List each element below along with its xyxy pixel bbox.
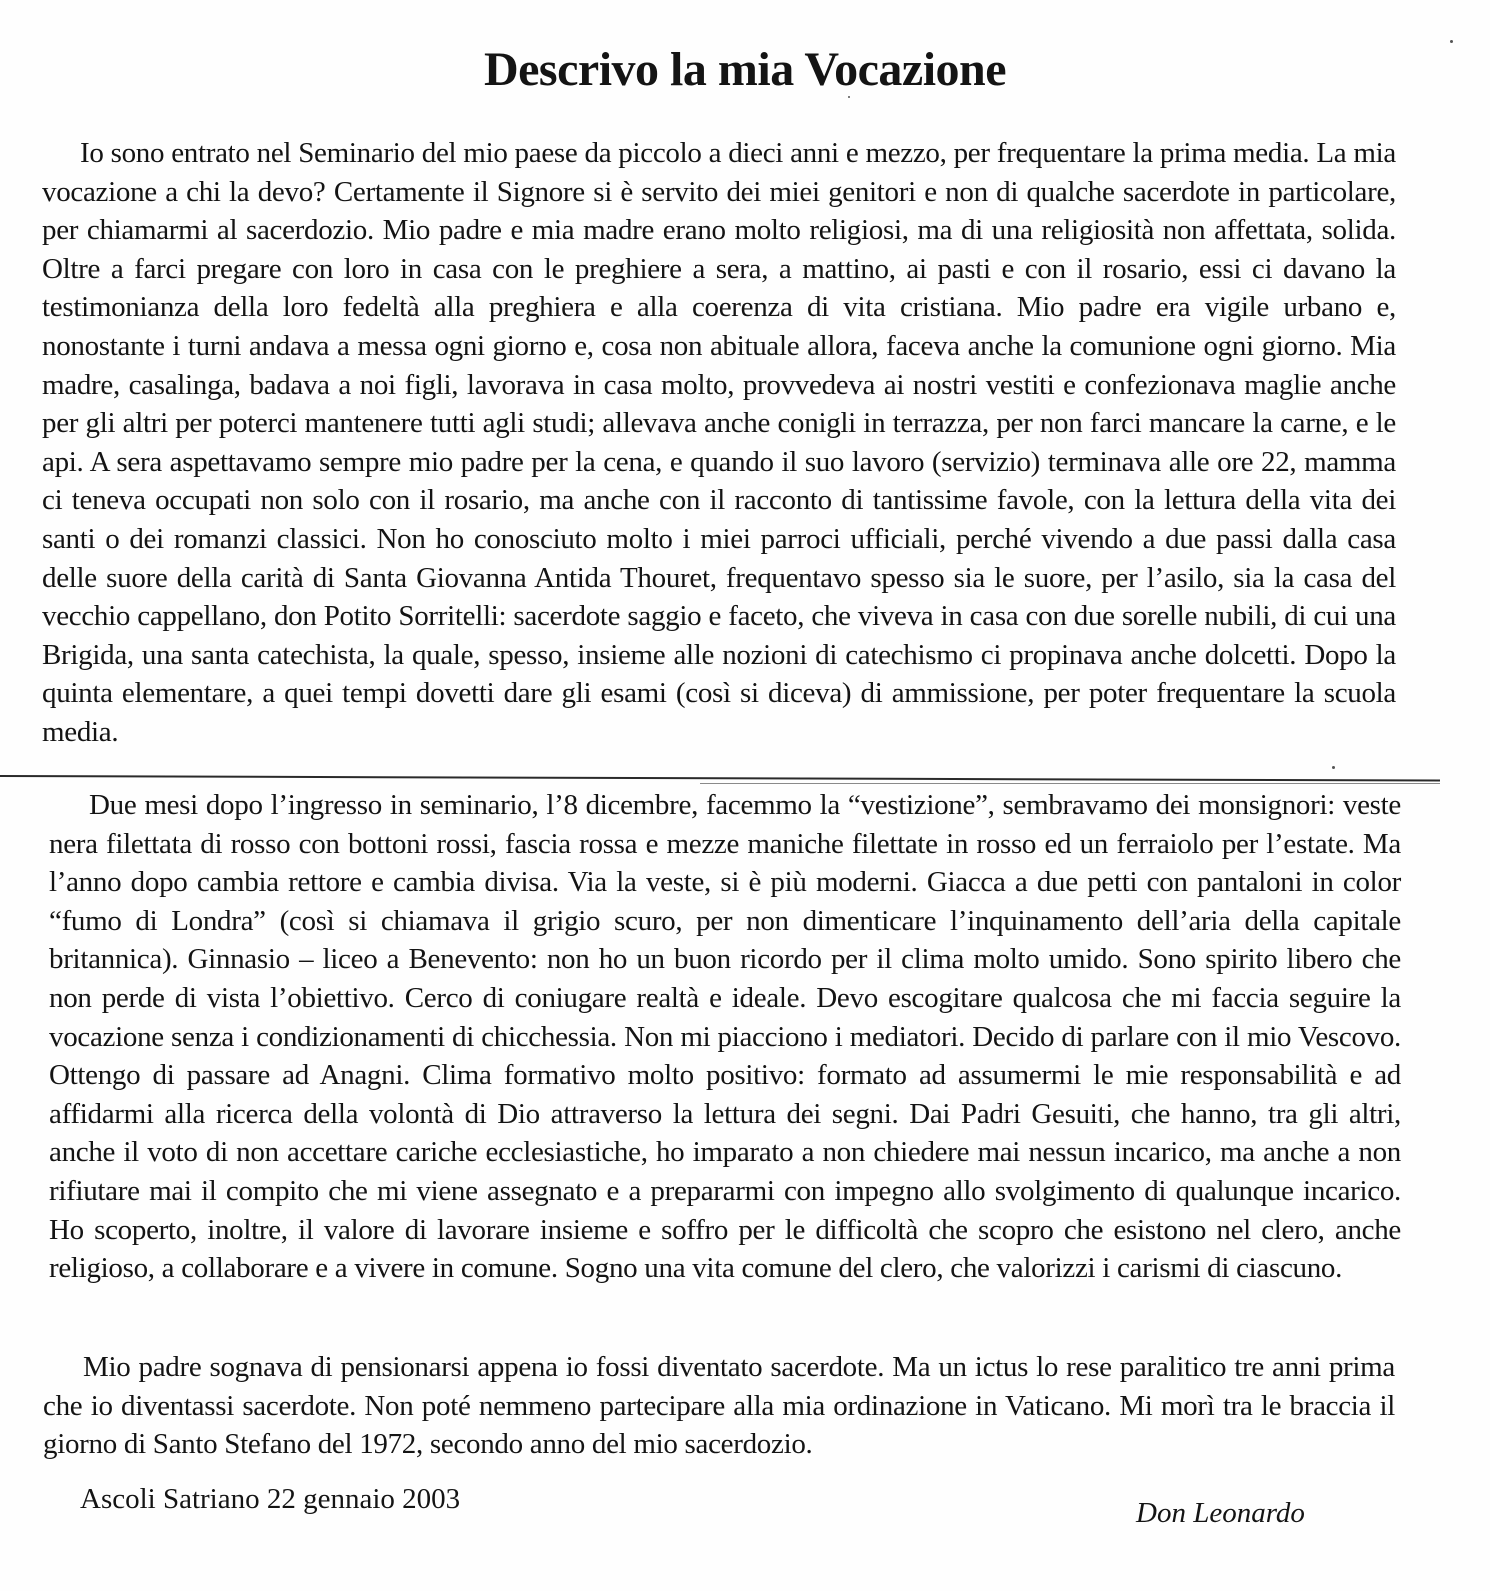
scan-speck — [1450, 40, 1453, 43]
document-title: Descrivo la mia Vocazione — [483, 43, 1007, 96]
paragraph-vocation-childhood: Io sono entrato nel Seminario del mio paese da piccolo a dieci anni e mezzo, per frequentare la prima media. La mia vocazione a chi la devo? Certamente il Signore si è servito dei miei genitori e non di qualche sacerdote in particolare, per chiamarmi al sacerdozio. Mio padre e mia madre erano molto religiosi, ma di una religiosità non affettata, solida. Oltre a farci pregare con loro in casa con le preghiere a sera, a mattino, ai pasti e con il rosario, essi ci davano la testimonianza della loro fedeltà alla preghiera e alla coerenza di vita cristiana. Mio padre era vigile urbano e, nonostante i turni andava a messa ogni giorno e, cosa non abituale allora, faceva anche la comunione ogni giorno. Mia madre, casalinga, badava a noi figli, lavorava in casa molto, provvedeva ai nostri vestiti e confezionava maglie anche per gli altri per poterci mantenere tutti agli studi; allevava anche conigli in terrazza, per non farci mancare la carne, e le api. A sera aspettavamo sempre mio padre per la cena, e quando il suo lavoro (servizio) terminava alle ore 22, mamma ci teneva occupati non solo con il rosario, ma anche con il racconto di tantissime favole, con la lettura della vita dei santi o dei romanzi classici. Non ho conosciuto molto i miei parroci ufficiali, perché vivendo a due passi dalla casa delle suore della carità di Santa Giovanna Antida Thouret, frequentavo spesso sia le suore, per l’asilo, sia la casa del vecchio cappellano, don Potito Sorritelli: sacerdote saggio e faceto, che viveva in casa con due sorelle nubili, di cui una Brigida, una santa catechista, la quale, spesso, insieme alle nozioni di catechismo ci propinava anche dolcetti. Dopo la quinta elementare, a quei tempi dovetti dare gli esami (così si diceva) di ammissione, per poter frequentare la scuola media. — [42, 137, 1396, 748]
scan-divider-line — [0, 775, 1440, 782]
place-and-date: Ascoli Satriano 22 gennaio 2003 — [80, 1483, 461, 1515]
scan-speck — [1332, 766, 1335, 769]
signature: Don Leonardo — [1136, 1497, 1305, 1529]
scan-divider-line-faint — [700, 783, 1440, 784]
paragraph-seminary-years: Due mesi dopo l’ingresso in seminario, l’8 dicembre, facemmo la “vestizione”, sembravamo dei monsignori: veste nera filettata di rosso con bottoni rossi, fascia rossa e mezze maniche filettate in rosso ed un ferraiolo per l’estate. Ma l’anno dopo cambia rettore e cambia divisa. Via la veste, si è più moderni. Giacca a due petti con pantaloni in color “fumo di Londra” (così si chiamava il grigio scuro, per non dimenticare l’inquinamento dell’aria della capitale britannica). Ginnasio – liceo a Benevento: non ho un buon ricordo per il clima molto umido. Sono spirito libero che non perde di vista l’obiettivo. Cerco di coniugare realtà e ideale. Devo escogitare qualcosa che mi faccia seguire la vocazione senza i condizionamenti di chicchessia. Non mi piacciono i mediatori. Decido di parlare con il mio Vescovo. Ottengo di passare ad Anagni. Clima formativo molto positivo: formato ad assumermi le mie responsabilità e ad affidarmi alla ricerca della volontà di Dio attraverso la lettura dei segni. Dai Padri Gesuiti, che hanno, tra gli altri, anche il voto di non accettare cariche ecclesiastiche, ho imparato a non chiedere mai nessun incarico, ma anche a non rifiutare mai il compito che mi viene assegnato e a prepararmi con impegno allo svolgimento di qualunque incarico. Ho scoperto, inoltre, il valore di lavorare insieme e soffro per le difficoltà che scopro che esistono nel clero, anche religioso, a collaborare e a vivere in comune. Sogno una vita comune del clero, che valorizzi i carismi di ciascuno. — [49, 789, 1401, 1285]
scan-speck — [848, 96, 850, 98]
paragraph-father: Mio padre sognava di pensionarsi appena io fossi diventato sacerdote. Ma un ictus lo rese paralitico tre anni prima che io diventassi sacerdote. Non poté nemmeno partecipare alla mia ordinazione in Vaticano. Mi morì tra le braccia il giorno di Santo Stefano del 1972, secondo anno del mio sacerdozio. — [43, 1351, 1395, 1461]
